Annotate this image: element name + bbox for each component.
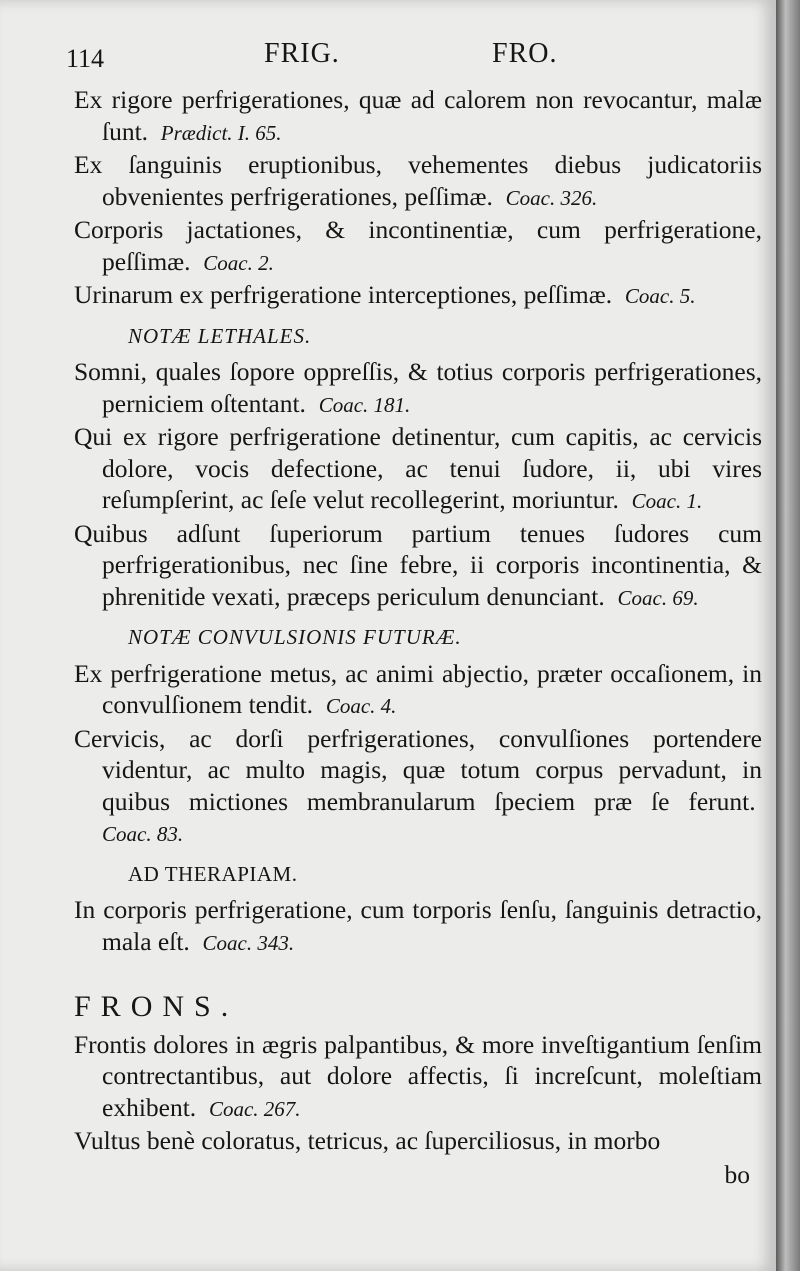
entry-reference: Coac. 267.: [208, 1096, 301, 1121]
entry-text: Urinarum ex perfrigeratione interceptiones, peſſimæ.: [74, 280, 613, 309]
entry-paragraph: [74, 1029, 762, 1126]
entry-text: Ex rigore perfrigerationes, quæ ad calorem non revocantur, malæ ſunt.: [74, 85, 762, 146]
entry-paragraph: [74, 84, 762, 149]
entry-reference: Coac. 1.: [631, 489, 703, 513]
entry-reference: Coac. 181.: [318, 392, 411, 417]
entry-text: Ex perfrigeratione metus, ac animi abjectio, præter occaſionem, in convulſionem tendit.: [74, 658, 762, 719]
page-body: [74, 84, 762, 1190]
entry-paragraph: [74, 214, 762, 279]
entry-paragraph: [74, 723, 762, 851]
catchword: bo: [724, 1159, 750, 1189]
entry-reference: Coac. 69.: [617, 585, 699, 610]
entry-paragraph: [74, 421, 762, 518]
entry-text: Cervicis, ac dorſi perfrigerationes, convulſiones portendere videntur, ac multo magis, quæ totum corpus pervadunt, in quibus mictiones membranularum ſpeciem præ ſe ferunt.: [74, 723, 762, 816]
entry-paragraph: [74, 658, 762, 723]
entry-paragraph: [74, 279, 762, 313]
entry-text: Qui ex rigore perfrigeratione detinentur, cum capitis, ac cervicis dolore, vocis defectione, ac tenui ſudore, ii, ubi vires reſumpſerint, ac ſeſe velut recollegerint, moriuntur.: [74, 422, 762, 514]
page-edge: [776, 0, 800, 1271]
entries-frons: [74, 1029, 762, 1157]
entry-reference: Coac. 326.: [505, 185, 598, 210]
entry-reference: Coac. 343.: [202, 930, 295, 955]
heading-frons: FRONS.: [74, 990, 239, 1023]
entries-therapiam: [74, 894, 762, 959]
entries-frigus: [74, 84, 762, 313]
entries-convulsionis: [74, 658, 762, 851]
header-right-keyword: FRO.: [492, 38, 558, 69]
section-heading-lethales: NOTÆ LETHALES.: [128, 323, 312, 348]
section-heading-therapiam: AD THERAPIAM.: [128, 861, 298, 886]
entry-paragraph: [74, 518, 762, 615]
entry-text: Ex ſanguinis eruptionibus, vehementes diebus judicatoriis obvenientes perfrigerationes, peſſimæ.: [74, 150, 762, 211]
entry-text: Somni, quales ſopore oppreſſis, & totius corporis perfrigerationes, perniciem oſtentant.: [74, 357, 762, 418]
header-left-keyword: FRIG.: [264, 38, 340, 69]
entry-text: In corporis perfrigeratione, cum torporis ſenſu, ſanguinis detractio, mala eſt.: [74, 895, 762, 956]
entry-text: Quibus adſunt ſuperiorum partium tenues ſudores cum perfrigerationibus, nec ſine febre, ii corporis incontinentia, & phrenitide vexati, præceps periculum denunciant.: [74, 518, 762, 611]
entry-text: Frontis dolores in ægris palpantibus, & more inveſtigantium ſenſim contrectantibus, aut dolore affectis, ſi increſcunt, moleſtiam exhibent.: [74, 1029, 762, 1122]
entry-reference: Coac. 2.: [203, 250, 274, 275]
entry-reference: Coac. 4.: [325, 694, 397, 718]
entry-paragraph: [74, 149, 762, 214]
entry-reference: Coac. 83.: [102, 822, 184, 846]
running-header: [66, 38, 766, 78]
entry-paragraph: [74, 1125, 762, 1157]
entry-reference: Prædict. I. 65.: [160, 120, 282, 145]
entry-paragraph: [74, 894, 762, 959]
page-number: 114: [66, 44, 105, 73]
entry-text: Corporis jactationes, & incontinentiæ, cum perfrigeratione, peſſimæ.: [74, 215, 762, 276]
entry-text: Vultus benè coloratus, tetricus, ac ſuperciliosus, in morbo: [74, 1126, 661, 1155]
entry-reference: Coac. 5.: [624, 284, 696, 308]
section-heading-convulsionis: NOTÆ CONVULSIONIS FUTURÆ.: [128, 625, 462, 649]
entries-lethales: [74, 356, 762, 614]
entry-paragraph: [74, 356, 762, 421]
